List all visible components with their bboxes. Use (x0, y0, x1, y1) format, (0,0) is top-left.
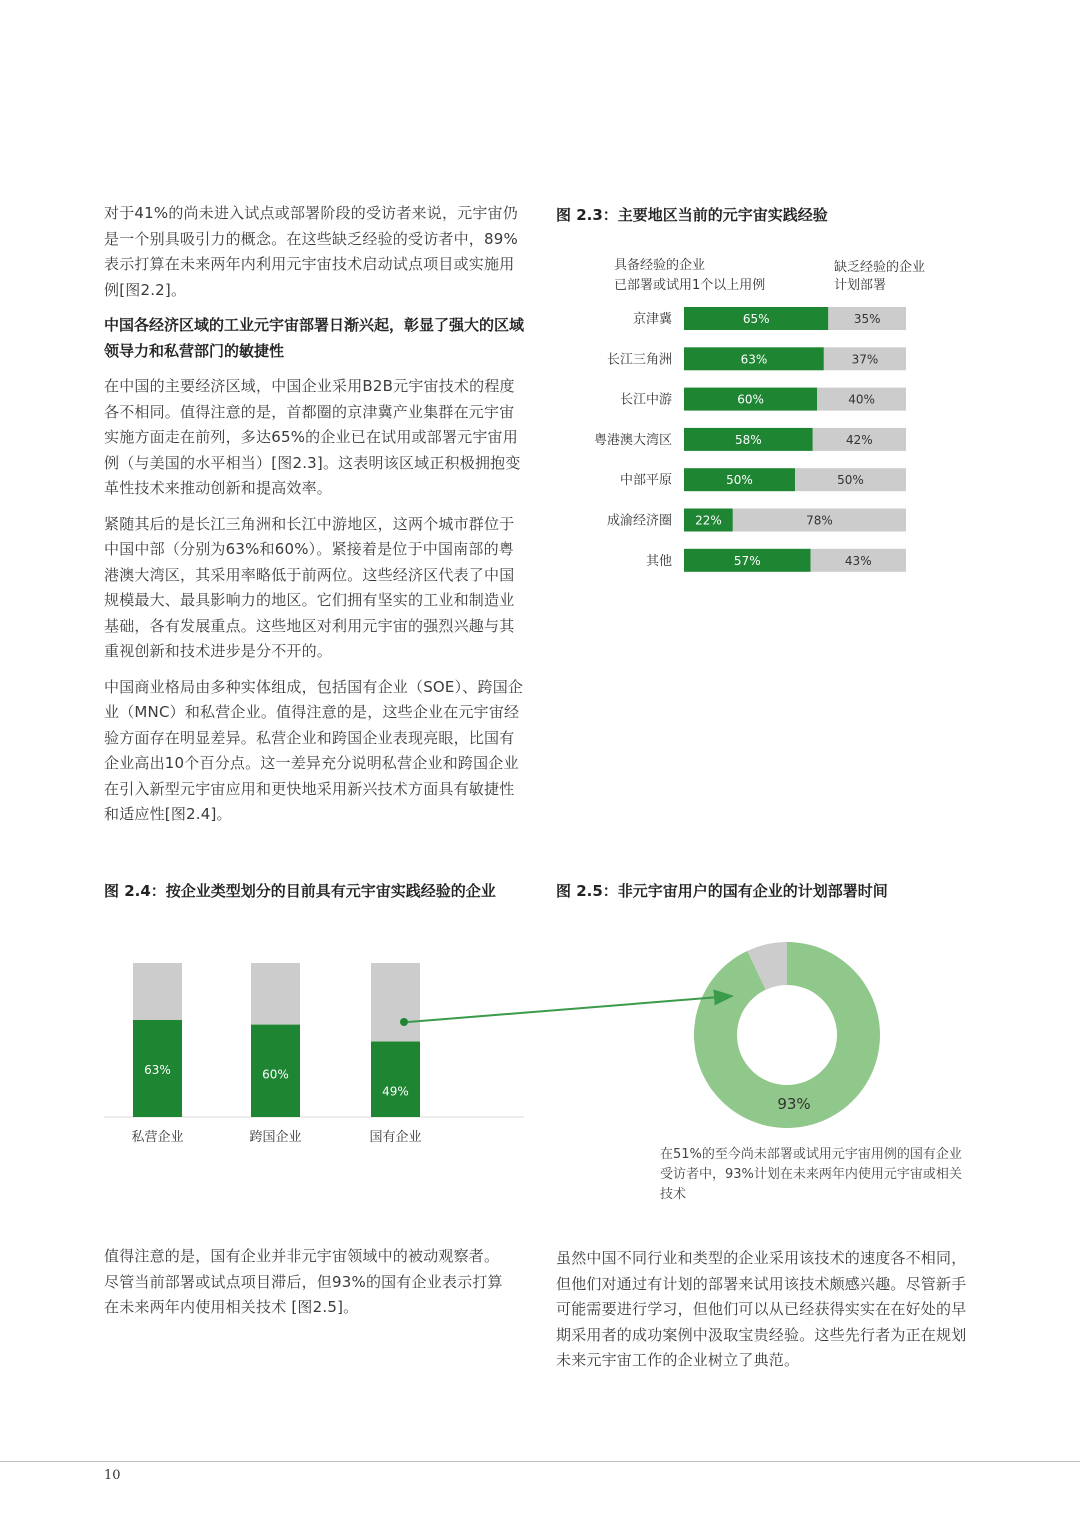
fig25-title: 图 2.5：非元宇宙用户的国有企业的计划部署时间 (556, 882, 888, 900)
fig23-legend-right-1: 缺乏经验的企业 (834, 260, 926, 275)
fig23-value-label: 60% (737, 392, 764, 407)
fig24-bar-remainder (251, 963, 300, 1025)
fig24-bar-experienced (371, 1042, 420, 1117)
paragraph-conclusion: 虽然中国不同行业和类型的企业采用该技术的速度各不相同，但他们对通过有计划的部署来试用该技术颇感兴趣。尽管新手可能需要进行学习，但他们可以从已经获得实实在在好处的早期采用者的成功案例中汲取宝贵经验。这些先行者为正在规划未来元宇宙工作的企业树立了典范。 (556, 1249, 967, 1369)
fig23-value-label: 42% (846, 432, 873, 447)
fig23-value-label: 37% (851, 352, 879, 367)
fig23-value-label: 35% (853, 312, 881, 326)
fig24-title: 图 2.4：按企业类型划分的目前具有元宇宙实践经验的企业 (104, 882, 496, 900)
fig23-category-label: 其他 (645, 553, 672, 569)
fig23-value-label: 58% (735, 432, 762, 447)
fig24-value-label: 60% (262, 1067, 289, 1082)
fig23-value-label: 78% (806, 513, 833, 528)
fig23-value-label: 50% (726, 473, 753, 488)
footer-divider (0, 1461, 1080, 1462)
fig23-legend-left-1: 具备经验的企业 (614, 258, 706, 273)
left-text-column (104, 201, 525, 838)
fig23-category-label: 中部平原 (619, 473, 672, 489)
page-number: 10 (104, 1468, 121, 1483)
fig25-slice-label: 93% (777, 1095, 811, 1113)
fig23-value-label: 65% (742, 312, 770, 326)
paragraph-intro: 对于41%的尚未进入试点或部署阶段的受访者来说，元宇宙仍是一个别具吸引力的概念。在这些缺乏经验的受访者中，89%表示打算在未来两年内利用元宇宙技术启动试点项目或实施用例[图2.2]。 (104, 204, 518, 299)
fig23-value-label: 43% (844, 553, 872, 568)
fig23-chart (556, 250, 986, 580)
paragraph-soe-note: 值得注意的是，国有企业并非元宇宙领域中的被动观察者。尽管当前部署或试点项目滞后，但93%的国有企业表示打算在未来两年内使用相关技术 [图2.5]。 (104, 1247, 503, 1316)
fig24-category-label: 国有企业 (369, 1130, 422, 1145)
fig23-value-label: 50% (837, 473, 864, 488)
fig24-bar-remainder (133, 963, 182, 1020)
fig24-category-label: 私营企业 (131, 1130, 184, 1145)
fig23-category-label: 京津冀 (632, 312, 672, 327)
paragraph-regions: 在中国的主要经济区域，中国企业采用B2B元宇宙技术的程度各不相同。值得注意的是，首都圈的京津冀产业集群在元宇宙实施方面走在前列，多达65%的企业已在试用或部署元宇宙用例（与美国的水平相当）[图2.3]。这表明该区域正积极拥抱变革性技术来推动创新和提高效率。 (104, 377, 521, 497)
fig24-bar-remainder (371, 963, 420, 1042)
fig23-legend-left-2: 已部署或试用1个以上用例 (614, 278, 766, 293)
fig23-value-label: 57% (733, 553, 761, 568)
fig23-title: 图 2.3：主要地区当前的元宇宙实践经验 (556, 206, 828, 224)
fig23-category-label: 长江中游 (619, 392, 672, 408)
fig25-chart (687, 935, 887, 1135)
fig23-legend-right-2: 计划部署 (834, 278, 887, 293)
fig23-category-label: 成渝经济圈 (606, 513, 672, 529)
paragraph-entity-types: 中国商业格局由多种实体组成，包括国有企业（SOE）、跨国企业（MNC）和私营企业。值得注意的是，这些企业在元宇宙经验方面存在明显差异。私营企业和跨国企业表现亮眼，比国有企业高出10个百分点。这一差异充分说明私营企业和跨国企业在引入新型元宇宙应用和更快地采用新兴技术方面具有敏捷性和适应性[图2.4]。 (104, 677, 524, 823)
fig24-value-label: 63% (144, 1062, 171, 1077)
paragraph-yangtze: 紧随其后的是长江三角洲和长江中游地区，这两个城市群位于中国中部（分别为63%和60%）。紧接着是位于中国南部的粤港澳大湾区，其采用率略低于前两位。这些经济区代表了中国规模最大、最具影响力的地区。它们拥有坚实的工业和制造业基础，各有发展重点。这些地区对利用元宇宙的强烈兴趣与其重视创新和技术进步是分不开的。 (104, 514, 515, 660)
fig25-caption: 在51%的至今尚未部署或试用元宇宙用例的国有企业受访者中，93%计划在未来两年内使用元宇宙或相关技术 (660, 1147, 962, 1202)
fig23-category-label: 粤港澳大湾区 (593, 432, 672, 448)
fig23-value-label: 63% (740, 352, 768, 367)
fig24-category-label: 跨国企业 (249, 1130, 302, 1145)
fig23-value-label: 40% (848, 392, 875, 407)
fig23-category-label: 长江三角洲 (606, 352, 672, 368)
section-heading: 中国各经济区域的工业元宇宙部署日渐兴起，彰显了强大的区域领导力和私营部门的敏捷性 (104, 316, 525, 360)
fig24-value-label: 49% (382, 1084, 409, 1099)
fig24-chart (104, 950, 524, 1150)
fig23-value-label: 22% (695, 513, 722, 528)
